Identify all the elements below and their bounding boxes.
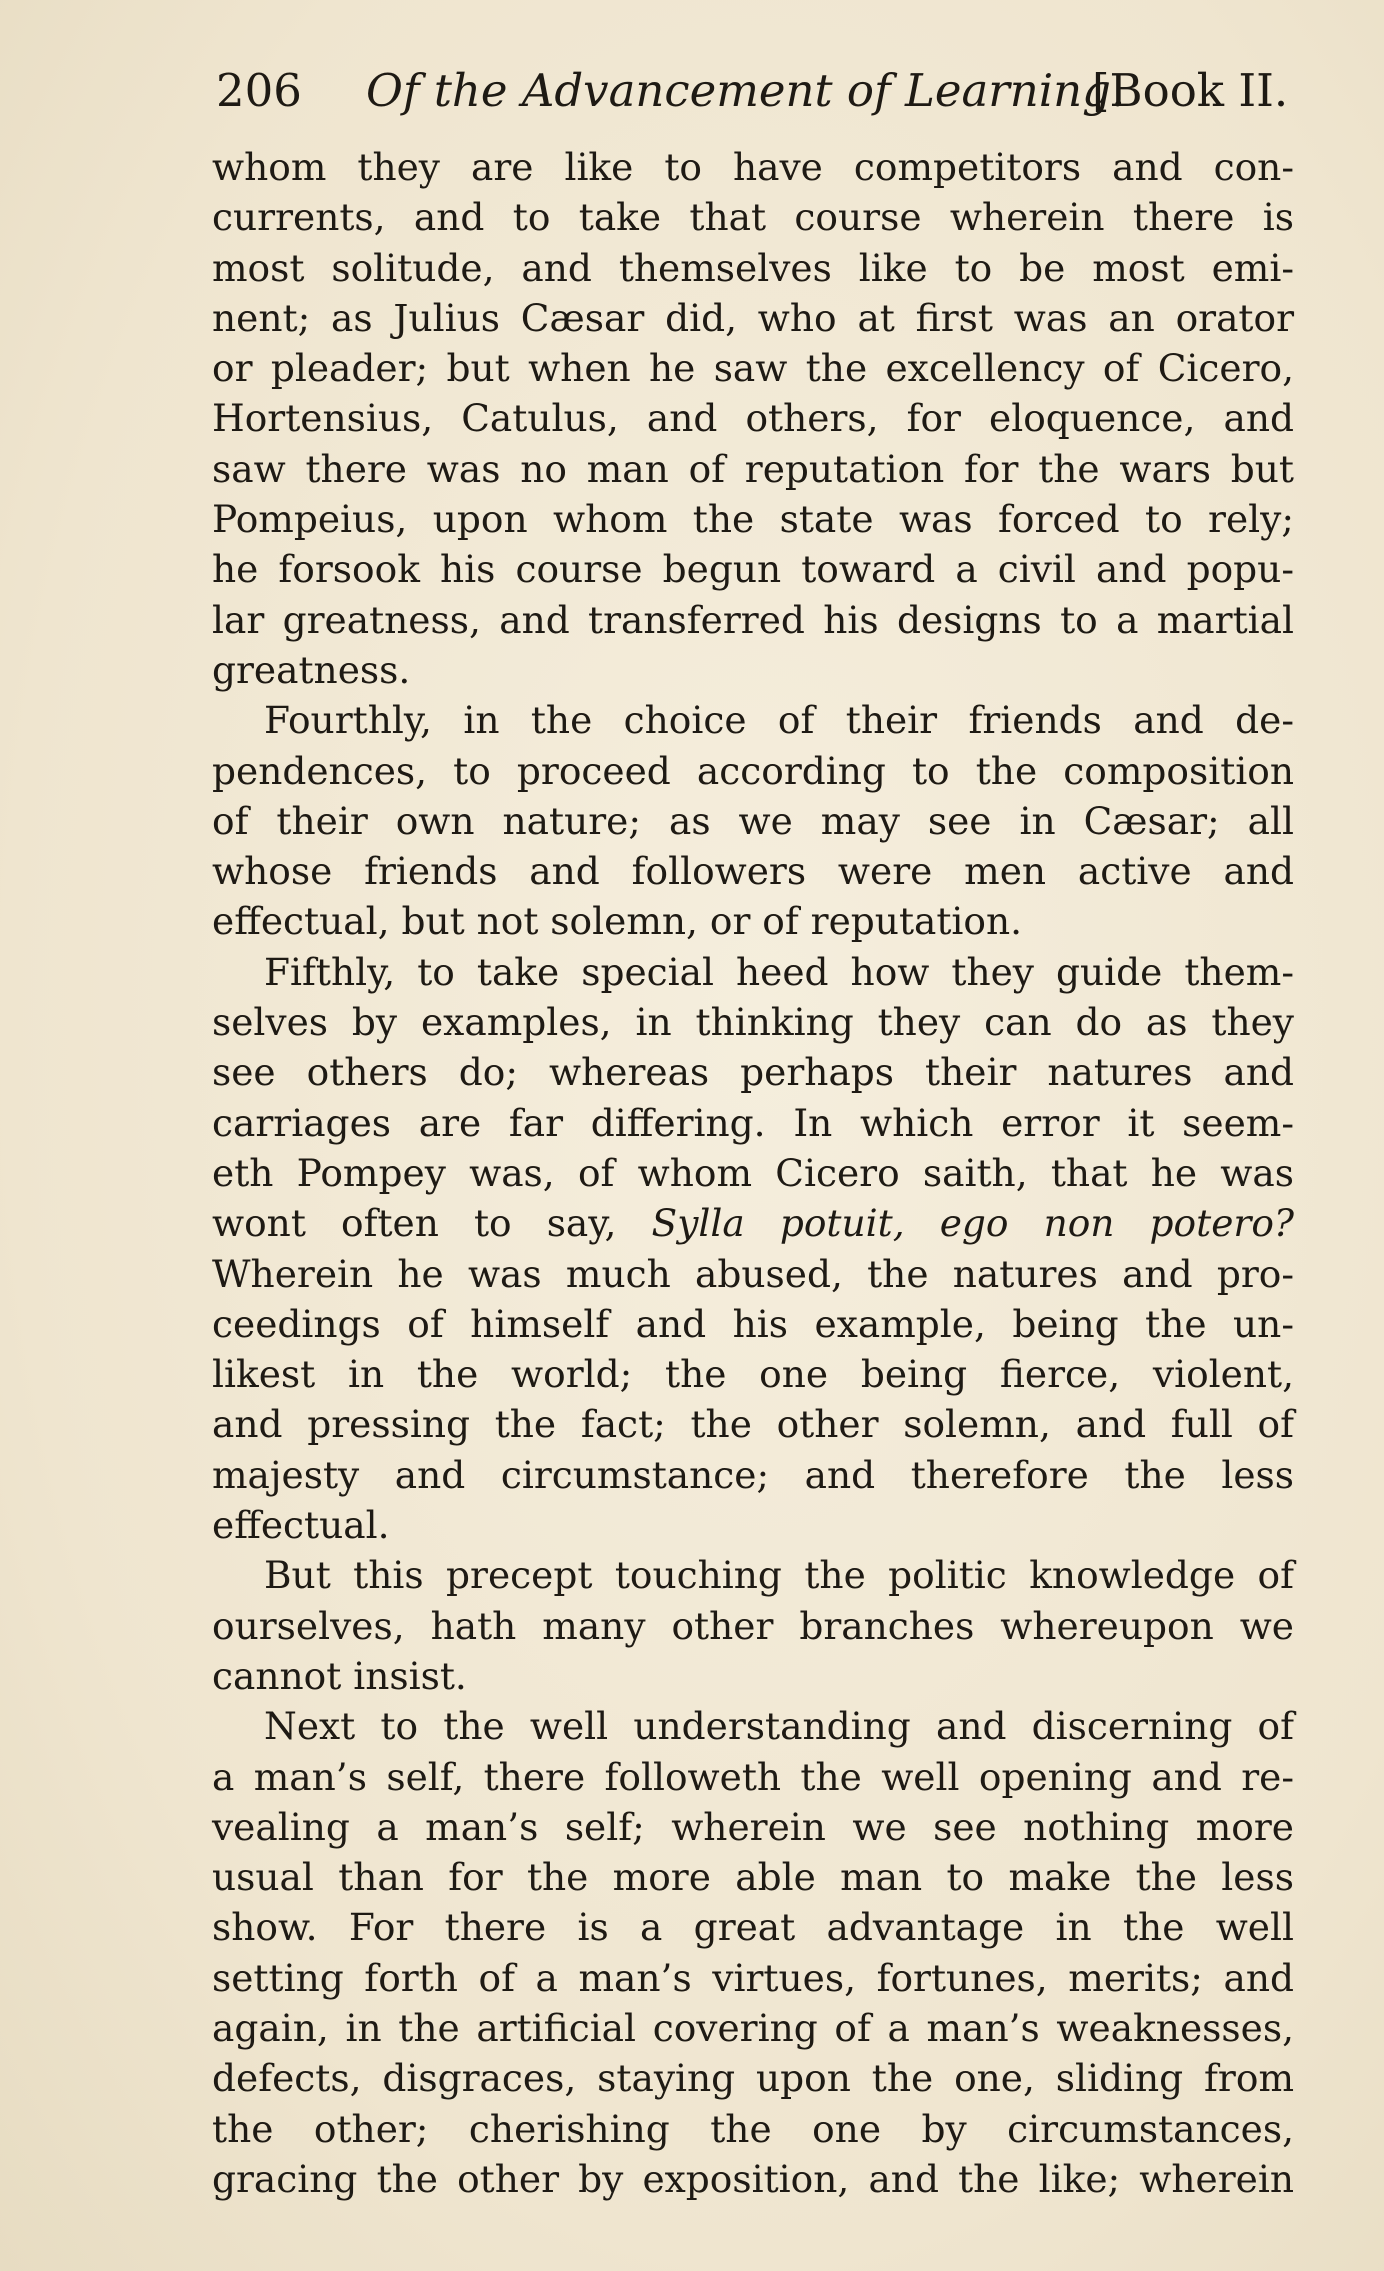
text-line (212, 293, 1294, 343)
text-line (212, 846, 1294, 896)
text-line-content: most solitude, and themselves like to be most emi- (212, 245, 1294, 290)
text-line-content: But this precept touching the politic knowledge of (264, 1553, 1294, 1598)
text-line-content: Pompeius, upon whom the state was forced to rely; (212, 497, 1294, 542)
text-line (212, 1601, 1294, 1651)
text-line (212, 444, 1294, 494)
text-line-content: ourselves, hath many other branches whereupon we (212, 1603, 1294, 1648)
text-line (212, 2053, 1294, 2103)
text-line-content: whom they are like to have competitors and con- (212, 145, 1294, 189)
text-line-content: defects, disgraces, staying upon the one, sliding from (212, 2056, 1294, 2101)
text-line-content: effectual, but not solemn, or of reputation. (212, 899, 1023, 944)
text-line (212, 192, 1294, 242)
text-line (212, 1902, 1294, 1952)
text-line (212, 142, 1294, 192)
text-line (212, 1450, 1294, 1500)
text-line (212, 494, 1294, 544)
book-label: [Book II. (1092, 64, 1289, 117)
text-line-content: again, in the artificial covering of a man’s weaknesses, (212, 2005, 1294, 2050)
text-line (212, 1399, 1294, 1449)
running-title: Of the Advancement of Learning. (366, 64, 1126, 117)
text-line-content: carriages are far differing. In which error it seem- (212, 1100, 1294, 1145)
page-number: 206 (216, 64, 302, 117)
text-line (212, 1802, 1294, 1852)
text-line (212, 1249, 1294, 1299)
text-line (212, 1752, 1294, 1802)
text-line-content: effectual. (212, 1503, 390, 1548)
text-line-content: setting forth of a man’s virtues, fortunes, merits; and (212, 1955, 1294, 2000)
text-line-content: show. For there is a great advantage in the well (212, 1905, 1294, 1950)
text-line-content: likest in the world; the one being fierce, violent, (212, 1352, 1294, 1397)
text-line (212, 1701, 1294, 1751)
text-line (212, 393, 1294, 443)
text-line (212, 1299, 1294, 1349)
body-text (212, 142, 1294, 2204)
text-line-content: Next to the well understanding and discerning of (264, 1704, 1294, 1749)
text-line (212, 343, 1294, 393)
text-line-content: the other; cherishing the one by circumstances, (212, 2106, 1294, 2151)
text-line (212, 695, 1294, 745)
text-line-content: nent; as Julius Cæsar did, who at first was an orator (212, 295, 1294, 340)
text-line-content: lar greatness, and transferred his designs to a martial (212, 597, 1294, 642)
text-line (212, 746, 1294, 796)
text-line (212, 796, 1294, 846)
text-line (212, 1349, 1294, 1399)
text-line (212, 1098, 1294, 1148)
text-line-content: a man’s self, there followeth the well opening and re- (212, 1754, 1294, 1799)
text-line-content: cannot insist. (212, 1653, 467, 1698)
text-line (212, 896, 1294, 946)
text-line (212, 2104, 1294, 2154)
text-line (212, 2003, 1294, 2053)
text-line (212, 1047, 1294, 1097)
text-line-content: Fifthly, to take special heed how they guide them- (264, 949, 1294, 994)
text-line-content: of their own nature; as we may see in Cæsar; all (212, 798, 1294, 843)
text-line (212, 1852, 1294, 1902)
text-line (212, 2154, 1294, 2204)
text-line-content: selves by examples, in thinking they can do as they (212, 1000, 1294, 1045)
text-line-content: usual than for the more able man to make the less (212, 1855, 1294, 1900)
text-line-content: Fourthly, in the choice of their friends and de- (264, 698, 1294, 743)
text-line-content: or pleader; but when he saw the excellency of Cicero, (212, 346, 1294, 391)
text-line-content: greatness. (212, 647, 411, 692)
text-line-content: Hortensius, Catulus, and others, for eloquence, and (212, 396, 1294, 441)
text-line-content: pendences, to proceed according to the composition (212, 748, 1294, 793)
running-header (216, 64, 1296, 134)
text-line (212, 243, 1294, 293)
text-line-content: vealing a man’s self; wherein we see nothing more (212, 1804, 1294, 1849)
text-line-content: see others do; whereas perhaps their natures and (212, 1050, 1294, 1095)
text-line-content: wont often to say, (212, 1201, 652, 1246)
text-line (212, 1651, 1294, 1701)
text-line-content: Wherein he was much abused, the natures and pro- (212, 1251, 1294, 1296)
text-line (212, 997, 1294, 1047)
italic-quote: Sylla potuit, ego non potero? (651, 1201, 1294, 1246)
text-line (212, 947, 1294, 997)
text-line-content: majesty and circumstance; and therefore the less (212, 1452, 1294, 1497)
text-line (212, 1550, 1294, 1600)
text-line (212, 544, 1294, 594)
text-line (212, 1500, 1294, 1550)
text-line (212, 645, 1294, 695)
text-line (212, 1148, 1294, 1198)
text-line-content: gracing the other by exposition, and the like; wherein (212, 2156, 1294, 2201)
text-line-content: ceedings of himself and his example, being the un- (212, 1301, 1294, 1346)
text-line-content: saw there was no man of reputation for the wars but (212, 446, 1294, 491)
text-line-content: and pressing the fact; the other solemn, and full of (212, 1402, 1294, 1447)
text-line (212, 1953, 1294, 2003)
text-line-content: he forsook his course begun toward a civil and popu- (212, 547, 1294, 592)
text-line-content: whose friends and followers were men active and (212, 849, 1294, 894)
text-line (212, 1198, 1294, 1248)
text-line-content: currents, and to take that course wherein there is (212, 195, 1294, 240)
text-line-content: eth Pompey was, of whom Cicero saith, that he was (212, 1150, 1294, 1195)
text-line (212, 595, 1294, 645)
